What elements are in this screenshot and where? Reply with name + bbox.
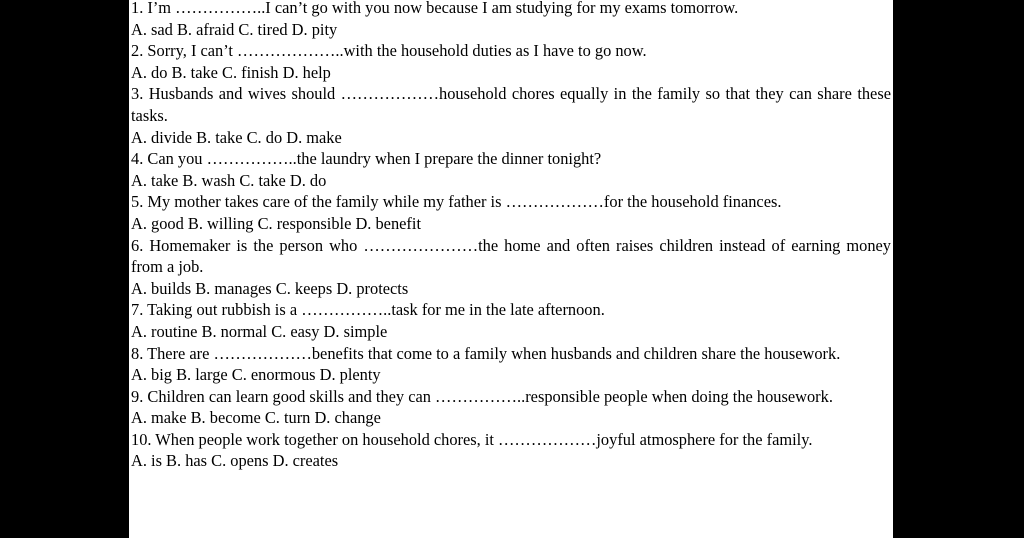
- question-5: [131, 191, 891, 234]
- question-4: [131, 148, 891, 191]
- question-options: A. sad B. afraid C. tired D. pity: [131, 19, 338, 39]
- question-stem: 10. When people work together on household chores, it ………………joyful atmosphere for the family.: [131, 429, 813, 449]
- document-page: [129, 0, 893, 538]
- question-options: A. is B. has C. opens D. creates: [131, 451, 339, 471]
- question-options: A. routine B. normal C. easy D. simple: [131, 321, 388, 341]
- question-10: [131, 429, 891, 472]
- question-options: A. make B. become C. turn D. change: [131, 408, 381, 428]
- question-stem: 6. Homemaker is the person who …………………the home and often raises children instead of earning money from a job.: [131, 235, 891, 277]
- question-1: [131, 0, 891, 40]
- question-stem: 2. Sorry, I can’t ………………..with the household duties as I have to go now.: [131, 41, 647, 61]
- question-2: [131, 40, 891, 83]
- question-stem: 1. I’m ……………..I can’t go with you now because I am studying for my exams tomorrow.: [131, 0, 739, 17]
- question-options: A. big B. large C. enormous D. plenty: [131, 365, 381, 385]
- question-options: A. take B. wash C. take D. do: [131, 170, 327, 190]
- question-8: [131, 343, 891, 386]
- question-stem: 8. There are ………………benefits that come to a family when husbands and children share the housework.: [131, 343, 841, 363]
- question-stem: 3. Husbands and wives should ………………household chores equally in the family so that they can share these tasks.: [131, 84, 891, 125]
- question-options: A. do B. take C. finish D. help: [131, 62, 331, 82]
- question-stem: 4. Can you ……………..the laundry when I prepare the dinner tonight?: [131, 149, 602, 169]
- exercise-text: [131, 0, 891, 472]
- question-6: [131, 235, 891, 300]
- question-options: A. builds B. manages C. keeps D. protects: [131, 278, 409, 298]
- question-7: [131, 299, 891, 342]
- question-options: A. good B. willing C. responsible D. benefit: [131, 213, 421, 233]
- question-stem: 5. My mother takes care of the family while my father is ………………for the household finances.: [131, 192, 782, 212]
- question-options: A. divide B. take C. do D. make: [131, 127, 342, 147]
- question-stem: 9. Children can learn good skills and they can ……………..responsible people when doing the housework.: [131, 386, 833, 406]
- question-stem: 7. Taking out rubbish is a ……………..task for me in the late afternoon.: [131, 300, 605, 320]
- question-3: [131, 83, 891, 148]
- question-9: [131, 386, 891, 429]
